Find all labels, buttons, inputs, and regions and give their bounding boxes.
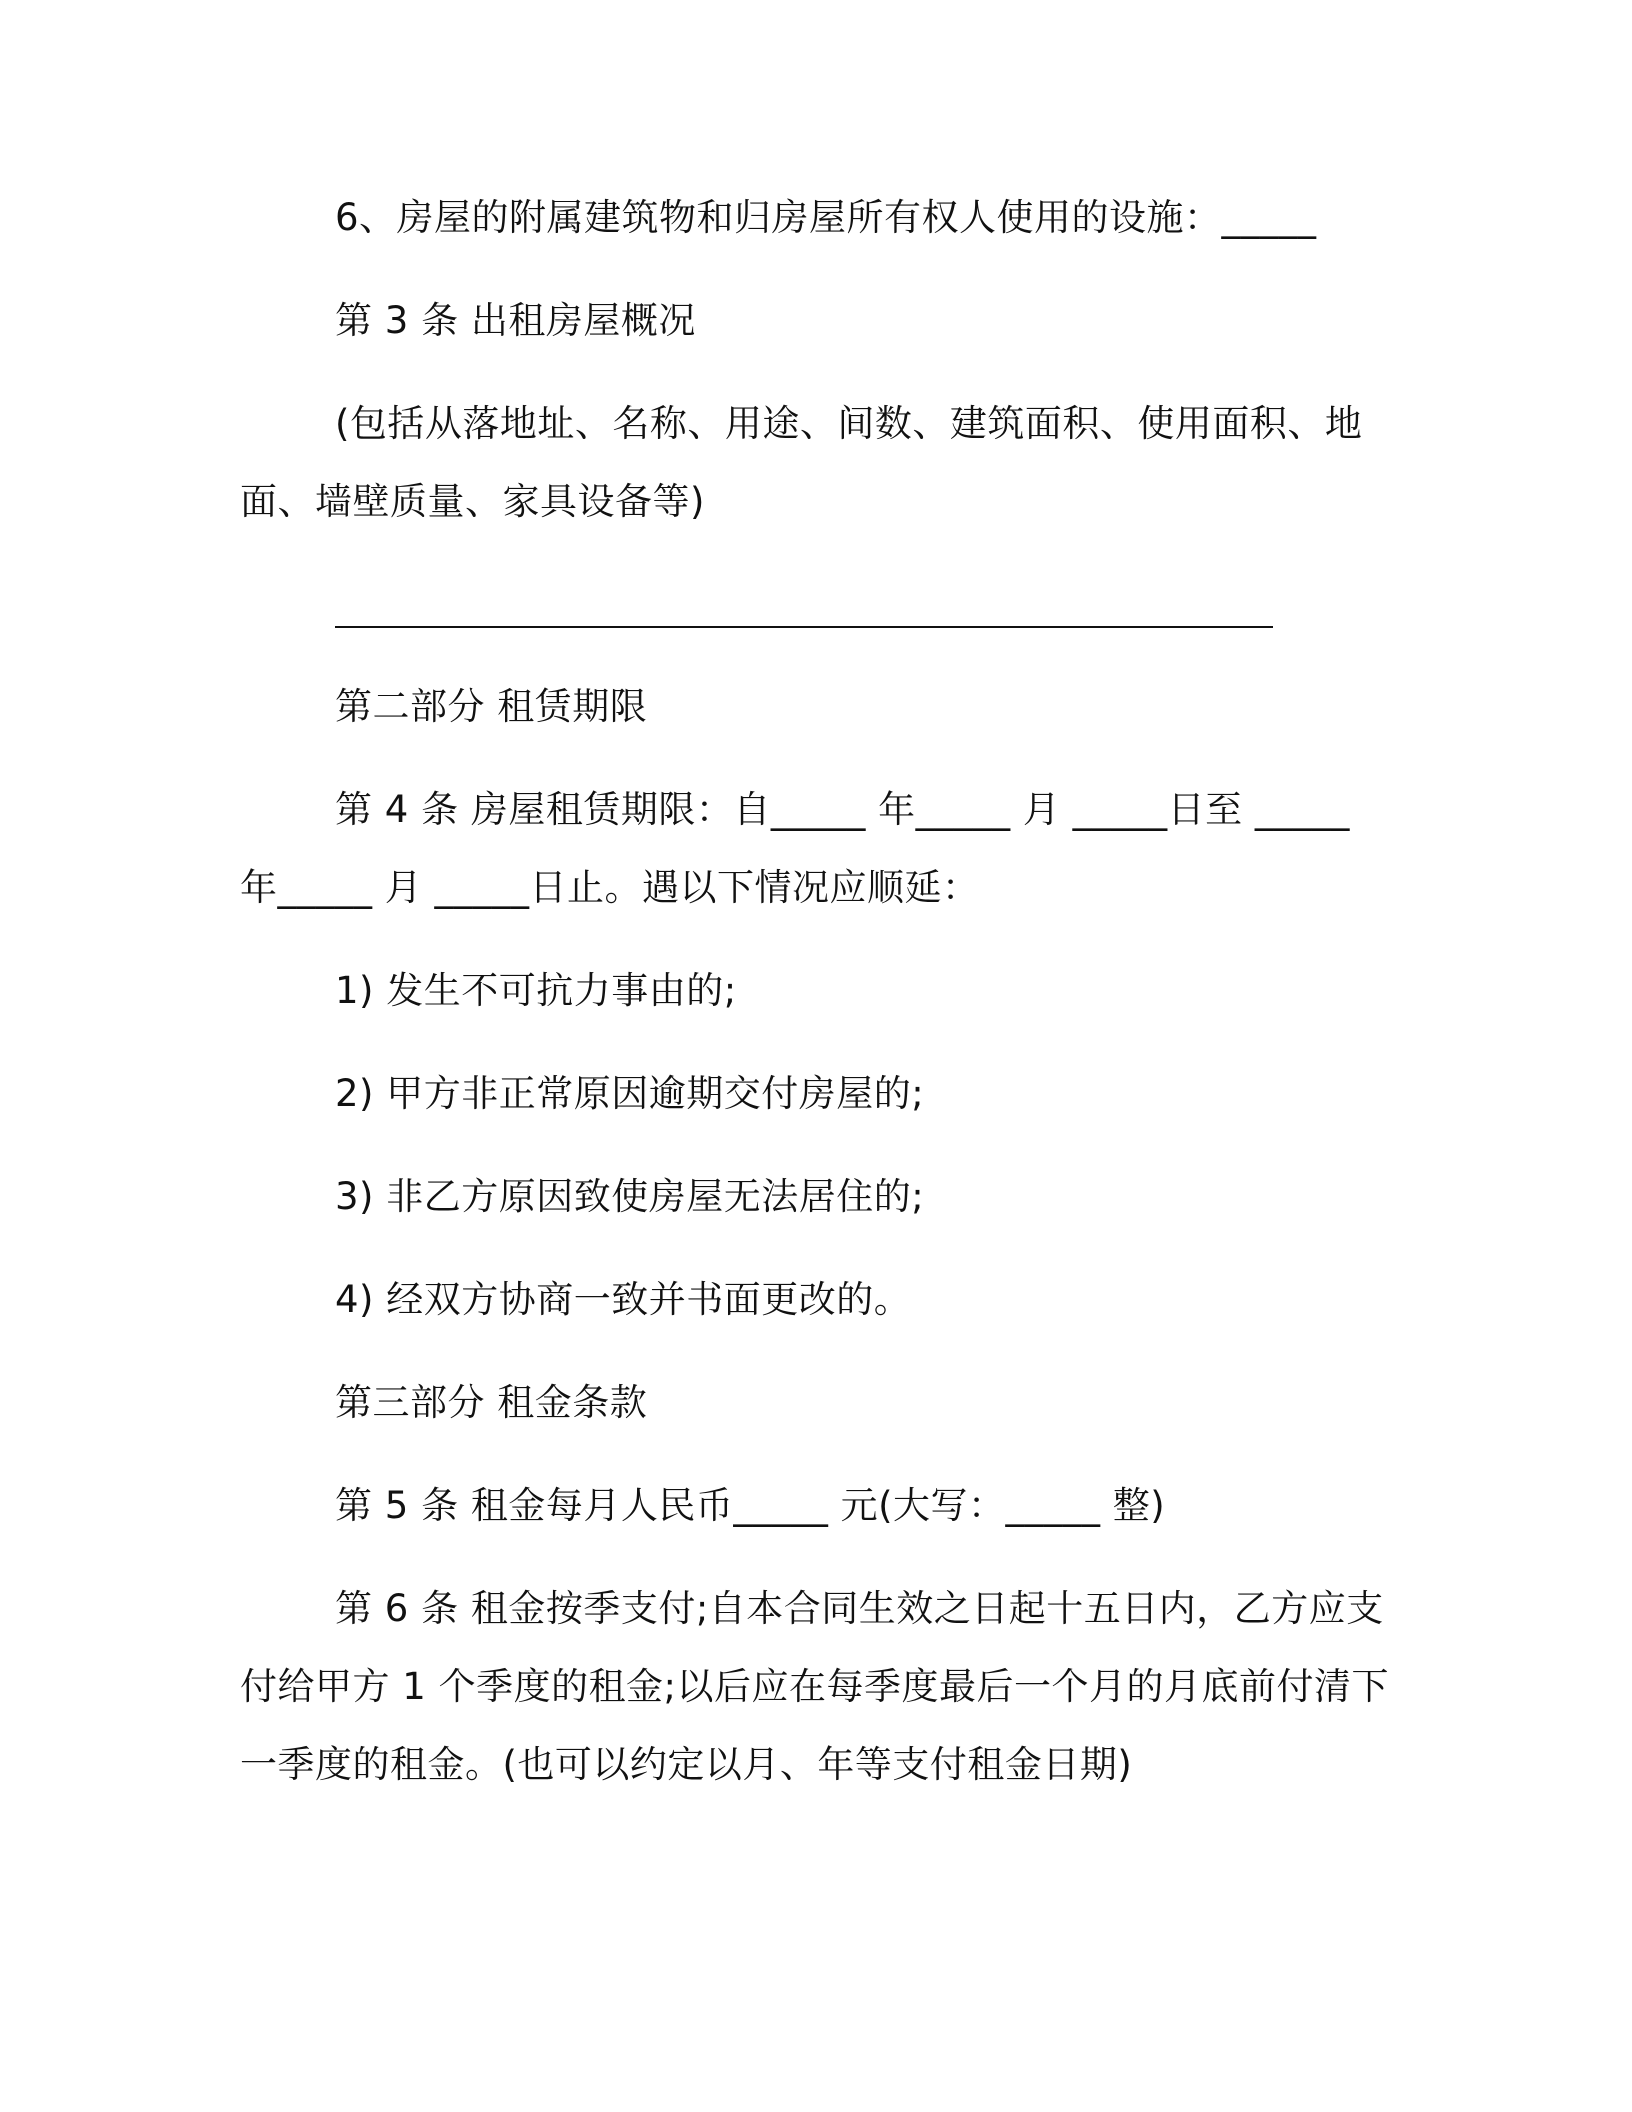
article-5: 第 5 条 租金每月人民币_____ 元(大写：_____ 整) — [335, 1484, 1166, 1527]
article-3-note-line-1: (包括从落地址、名称、用途、间数、建筑面积、使用面积、地 — [335, 402, 1363, 445]
article-6-line-2: 付给甲方 1 个季度的租金;以后应在每季度最后一个月的月底前付清下 — [240, 1665, 1390, 1708]
article-3-note-line-2: 面、墙壁质量、家具设备等) — [240, 480, 705, 523]
part-2-heading: 第二部分 租赁期限 — [335, 685, 648, 728]
condition-2: 2) 甲方非正常原因逾期交付房屋的; — [335, 1072, 925, 1115]
condition-3: 3) 非乙方原因致使房屋无法居住的; — [335, 1175, 925, 1218]
article-4-line-2: 年_____ 月 _____日止。遇以下情况应顺延： — [240, 866, 980, 909]
fill-in-rule — [335, 626, 1273, 628]
article-3-heading: 第 3 条 出租房屋概况 — [335, 299, 696, 342]
article-6-line-3: 一季度的租金。(也可以约定以月、年等支付租金日期) — [240, 1743, 1133, 1786]
clause-6-facilities: 6、房屋的附属建筑物和归房屋所有权人使用的设施：_____ — [335, 196, 1317, 239]
article-4-line-1: 第 4 条 房屋租赁期限：自_____ 年_____ 月 _____日至 _____ — [335, 788, 1350, 831]
part-3-heading: 第三部分 租金条款 — [335, 1381, 648, 1424]
article-6-line-1: 第 6 条 租金按季支付;自本合同生效之日起十五日内，乙方应支 — [335, 1587, 1384, 1630]
condition-1: 1) 发生不可抗力事由的; — [335, 969, 737, 1012]
condition-4: 4) 经双方协商一致并书面更改的。 — [335, 1278, 912, 1321]
